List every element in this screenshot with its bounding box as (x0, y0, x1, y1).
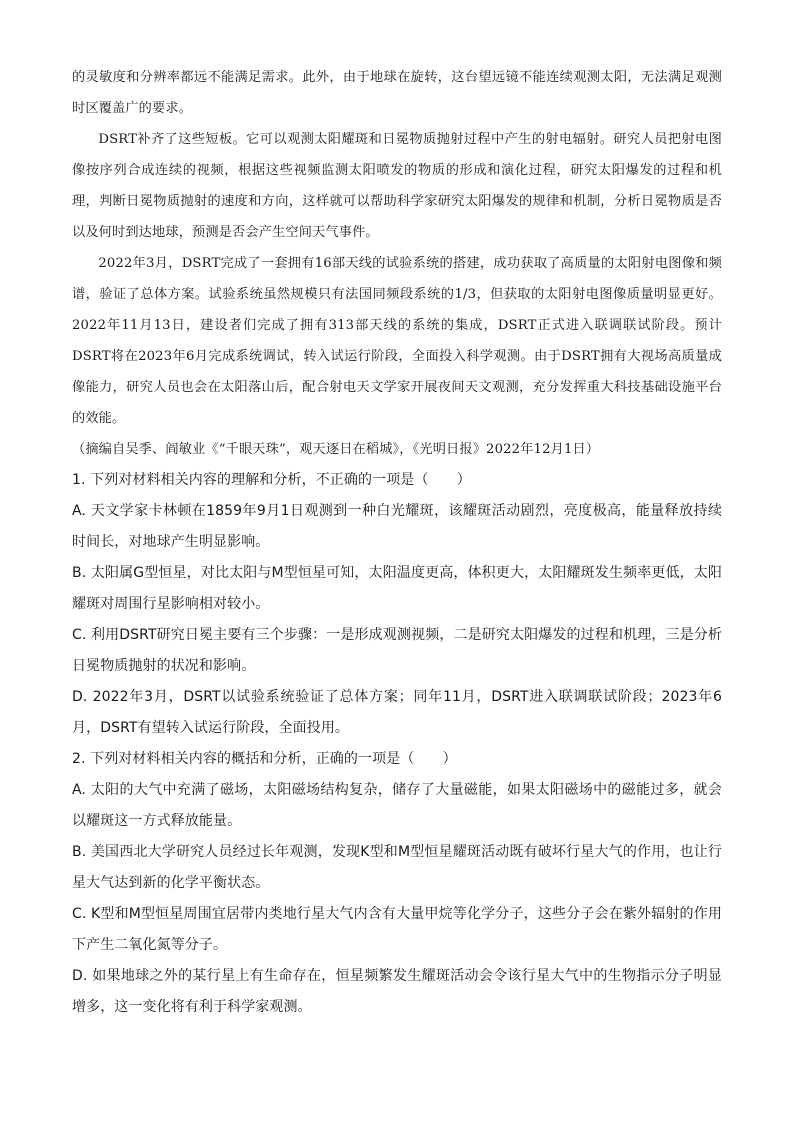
question-1 (72, 465, 722, 744)
option-c: C. 利用DSRT研究日冕主要有三个步骤：一是形成观测视频，二是研究太阳爆发的过程和机理，三是分析日冕物质抛射的状况和影响。 (72, 627, 722, 674)
option-d: D. 如果地球之外的某行星上有生命存在，恒星频繁发生耀斑活动会令该行星大气中的生物指示分子明显增多，这一变化将有利于科学家观测。 (72, 968, 722, 1015)
option-c: C. K型和M型恒星周围宜居带内类地行星大气内含有大量甲烷等化学分子，这些分子会在紫外辐射的作用下产生二氧化氮等分子。 (72, 906, 722, 953)
passage-paragraph: DSRT补齐了这些短板。它可以观测太阳耀斑和日冕物质抛射过程中产生的射电辐射。研究人员把射电图像按序列合成连续的视频，根据这些视频监测太阳喷发的物质的形成和演化过程，研究太阳爆发的过程和机理，判断日冕物质抛射的速度和方向，这样就可以帮助科学家研究太阳爆发的规律和机制，分析日冕物质是否以及何时到达地球，预测是否会产生空间天气事件。 (72, 132, 722, 240)
option-a: A. 太阳的大气中充满了磁场，太阳磁场结构复杂，储存了大量磁能，如果太阳磁场中的磁能过多，就会以耀斑这一方式释放能量。 (72, 782, 722, 829)
option-b: B. 美国西北大学研究人员经过长年观测，发现K型和M型恒星耀斑活动既有破坏行星大气的作用，也让行星大气达到新的化学平衡状态。 (72, 844, 722, 891)
option-d: D. 2022年3月，DSRT以试验系统验证了总体方案；同年11月，DSRT进入联调联试阶段；2023年6月，DSRT有望转入试运行阶段，全面投用。 (72, 689, 722, 736)
reading-passage (72, 62, 722, 465)
option-b: B. 太阳属G型恒星，对比太阳与M型恒星可知，太阳温度更高，体积更大，太阳耀斑发生频率更低，太阳耀斑对周围行星影响相对较小。 (72, 565, 722, 612)
question-list (72, 465, 722, 1023)
passage-paragraph: 的灵敏度和分辨率都远不能满足需求。此外，由于地球在旋转，这台望远镜不能连续观测太阳，无法满足观测时区覆盖广的要求。 (72, 70, 722, 116)
question-2 (72, 744, 722, 1023)
passage-paragraph: 2022年3月，DSRT完成了一套拥有16部天线的试验系统的搭建，成功获取了高质量的太阳射电图像和频谱，验证了总体方案。试验系统虽然规模只有法国同频段系统的1/3，但获取的太阳射电图像质量明显更好。2022年11月13日，建设者们完成了拥有313部天线的系统的集成，DSRT正式进入联调联试阶段。预计DSRT将在2023年6月完成系统调试，转入试运行阶段，全面投入科学观测。由于DSRT拥有大视场高质量成像能力，研究人员也会在太阳落山后，配合射电天文学家开展夜间天文观测，充分发挥重大科技基础设施平台的效能。 (72, 256, 722, 426)
passage-source-citation: （摘编自吴季、阎敏业《“千眼天珠”，观天逐日在稻城》，《光明日报》2022年12月1日） (72, 442, 600, 457)
question-stem: 1. 下列对材料相关内容的理解和分析，不正确的一项是（ ） (72, 472, 471, 488)
option-a: A. 天文学家卡林顿在1859年9月1日观测到一种白光耀斑，该耀斑活动剧烈，亮度极高，能量释放持续时间长，对地球产生明显影响。 (72, 503, 722, 550)
question-stem: 2. 下列对材料相关内容的概括和分析，正确的一项是（ ） (72, 751, 457, 767)
